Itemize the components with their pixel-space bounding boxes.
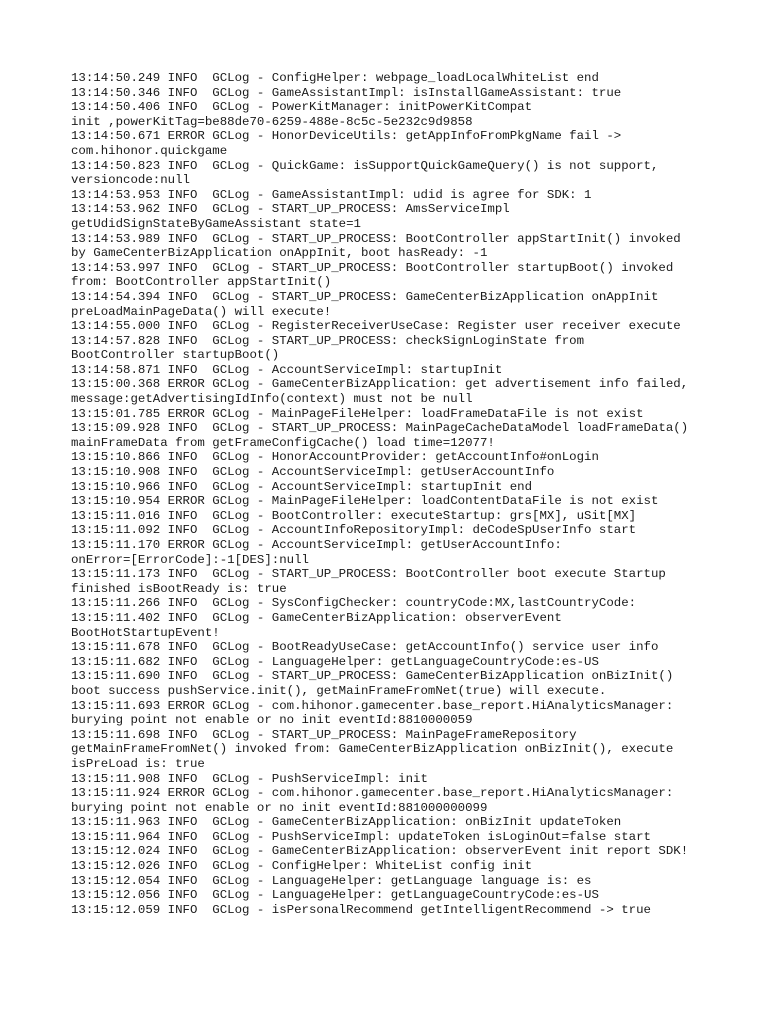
- log-line: 13:15:11.690 INFO GCLog - START_UP_PROCESS: GameCenterBizApplication onBizInit(): [71, 669, 674, 684]
- log-line: 13:14:58.871 INFO GCLog - AccountServiceImpl: startupInit: [71, 362, 503, 377]
- log-line: 13:15:11.908 INFO GCLog - PushServiceImpl: init: [71, 771, 428, 786]
- log-line: finished isBootReady is: true: [71, 581, 287, 596]
- log-line: 13:15:11.964 INFO GCLog - PushServiceImpl: updateToken isLoginOut=false start: [71, 829, 651, 844]
- log-line: 13:15:10.866 INFO GCLog - HonorAccountProvider: getAccountInfo#onLogin: [71, 450, 599, 465]
- log-line: 13:14:53.962 INFO GCLog - START_UP_PROCESS: AmsServiceImpl: [71, 202, 510, 217]
- log-line: getMainFrameFromNet() invoked from: GameCenterBizApplication onBizInit(), execute: [71, 742, 674, 757]
- log-line: preLoadMainPageData() will execute!: [71, 304, 332, 319]
- log-line: 13:15:11.266 INFO GCLog - SysConfigChecker: countryCode:MX,lastCountryCode:: [71, 596, 637, 611]
- log-line: mainFrameData from getFrameConfigCache() load time=12077!: [71, 435, 495, 450]
- log-line: versioncode:null: [71, 173, 190, 188]
- log-line: 13:15:11.963 INFO GCLog - GameCenterBizApplication: onBizInit updateToken: [71, 815, 622, 830]
- log-line: onError=[ErrorCode]:-1[DES]:null: [71, 552, 309, 567]
- log-line: 13:14:50.346 INFO GCLog - GameAssistantImpl: isInstallGameAssistant: true: [71, 85, 622, 100]
- log-line: 13:15:11.693 ERROR GCLog - com.hihonor.gamecenter.base_report.HiAnalyticsManager:: [71, 698, 674, 713]
- log-line: 13:14:53.953 INFO GCLog - GameAssistantImpl: udid is agree for SDK: 1: [71, 187, 592, 202]
- log-line: burying point not enable or no init eventId:8810000059: [71, 713, 473, 728]
- log-line: burying point not enable or no init eventId:881000000099: [71, 800, 488, 815]
- log-line: 13:15:12.059 INFO GCLog - isPersonalRecommend getIntelligentRecommend -> true: [71, 902, 651, 917]
- log-line: 13:15:11.402 INFO GCLog - GameCenterBizApplication: observerEvent: [71, 610, 562, 625]
- log-line: 13:14:50.249 INFO GCLog - ConfigHelper: webpage_loadLocalWhiteList end: [71, 71, 599, 85]
- log-line: BootHotStartupEvent!: [71, 625, 220, 640]
- log-line: message:getAdvertisingIdInfo(context) must not be null: [71, 392, 473, 407]
- log-line: BootController startupBoot(): [71, 348, 280, 363]
- log-line: 13:15:11.170 ERROR GCLog - AccountServiceImpl: getUserAccountInfo:: [71, 538, 562, 552]
- log-line: 13:15:11.682 INFO GCLog - LanguageHelper: getLanguageCountryCode:es-US: [71, 654, 599, 669]
- log-line: 13:15:11.924 ERROR GCLog - com.hihonor.gamecenter.base_report.HiAnalyticsManager:: [71, 786, 674, 801]
- log-line: from: BootController appStartInit(): [71, 275, 332, 290]
- log-line: 13:15:09.928 INFO GCLog - START_UP_PROCESS: MainPageCacheDataModel loadFrameData(): [71, 421, 689, 436]
- log-line: 13:15:01.785 ERROR GCLog - MainPageFileHelper: loadFrameDataFile is not exist: [71, 406, 644, 421]
- log-line: by GameCenterBizApplication onAppInit, boot hasReady: -1: [71, 246, 488, 261]
- log-line: 13:15:00.368 ERROR GCLog - GameCenterBizApplication: get advertisement info failed,: [71, 377, 689, 392]
- log-line: 13:14:57.828 INFO GCLog - START_UP_PROCESS: checkSignLoginState from: [71, 333, 585, 348]
- log-line: 13:15:11.173 INFO GCLog - START_UP_PROCESS: BootController boot execute Startup: [71, 567, 666, 582]
- log-line: 13:15:11.092 INFO GCLog - AccountInfoRepositoryImpl: deCodeSpUserInfo start: [71, 523, 637, 538]
- log-line: 13:15:12.054 INFO GCLog - LanguageHelper: getLanguage language is: es: [71, 873, 592, 888]
- log-line: boot success pushService.init(), getMainFrameFromNet(true) will execute.: [71, 683, 607, 698]
- log-line: isPreLoad is: true: [71, 756, 205, 771]
- log-line: 13:15:11.678 INFO GCLog - BootReadyUseCase: getAccountInfo() service user info: [71, 640, 659, 655]
- log-document: [71, 71, 751, 917]
- log-line: 13:14:50.823 INFO GCLog - QuickGame: isSupportQuickGameQuery() is not support,: [71, 158, 659, 173]
- log-line: 13:15:10.954 ERROR GCLog - MainPageFileHelper: loadContentDataFile is not exist: [71, 494, 659, 509]
- log-line: 13:15:11.016 INFO GCLog - BootController: executeStartup: grs[MX], uSit[MX]: [71, 508, 637, 523]
- log-line: getUdidSignStateByGameAssistant state=1: [71, 216, 361, 231]
- log-line: 13:15:12.024 INFO GCLog - GameCenterBizApplication: observerEvent init report SDK!: [71, 844, 689, 859]
- log-line: 13:15:11.698 INFO GCLog - START_UP_PROCESS: MainPageFrameRepository: [71, 727, 577, 742]
- log-line: 13:14:53.997 INFO GCLog - START_UP_PROCESS: BootController startupBoot() invoked: [71, 260, 674, 275]
- log-line: com.hihonor.quickgame: [71, 143, 228, 158]
- log-line: 13:14:50.406 INFO GCLog - PowerKitManager: initPowerKitCompat: [71, 100, 533, 115]
- log-line: 13:15:10.908 INFO GCLog - AccountServiceImpl: getUserAccountInfo: [71, 465, 555, 480]
- log-line: 13:15:12.026 INFO GCLog - ConfigHelper: WhiteList config init: [71, 859, 533, 874]
- log-line: init ,powerKitTag=be88de70-6259-488e-8c5c-5e232c9d9858: [71, 114, 473, 129]
- log-line: 13:15:10.966 INFO GCLog - AccountServiceImpl: startupInit end: [71, 479, 533, 494]
- log-line: 13:14:50.671 ERROR GCLog - HonorDeviceUtils: getAppInfoFromPkgName fail ->: [71, 129, 622, 144]
- log-line: 13:14:55.000 INFO GCLog - RegisterReceiverUseCase: Register user receiver execute: [71, 319, 681, 334]
- log-line: 13:14:54.394 INFO GCLog - START_UP_PROCESS: GameCenterBizApplication onAppInit: [71, 289, 659, 304]
- log-line: 13:15:12.056 INFO GCLog - LanguageHelper: getLanguageCountryCode:es-US: [71, 888, 599, 903]
- log-line: 13:14:53.989 INFO GCLog - START_UP_PROCESS: BootController appStartInit() invoked: [71, 231, 681, 246]
